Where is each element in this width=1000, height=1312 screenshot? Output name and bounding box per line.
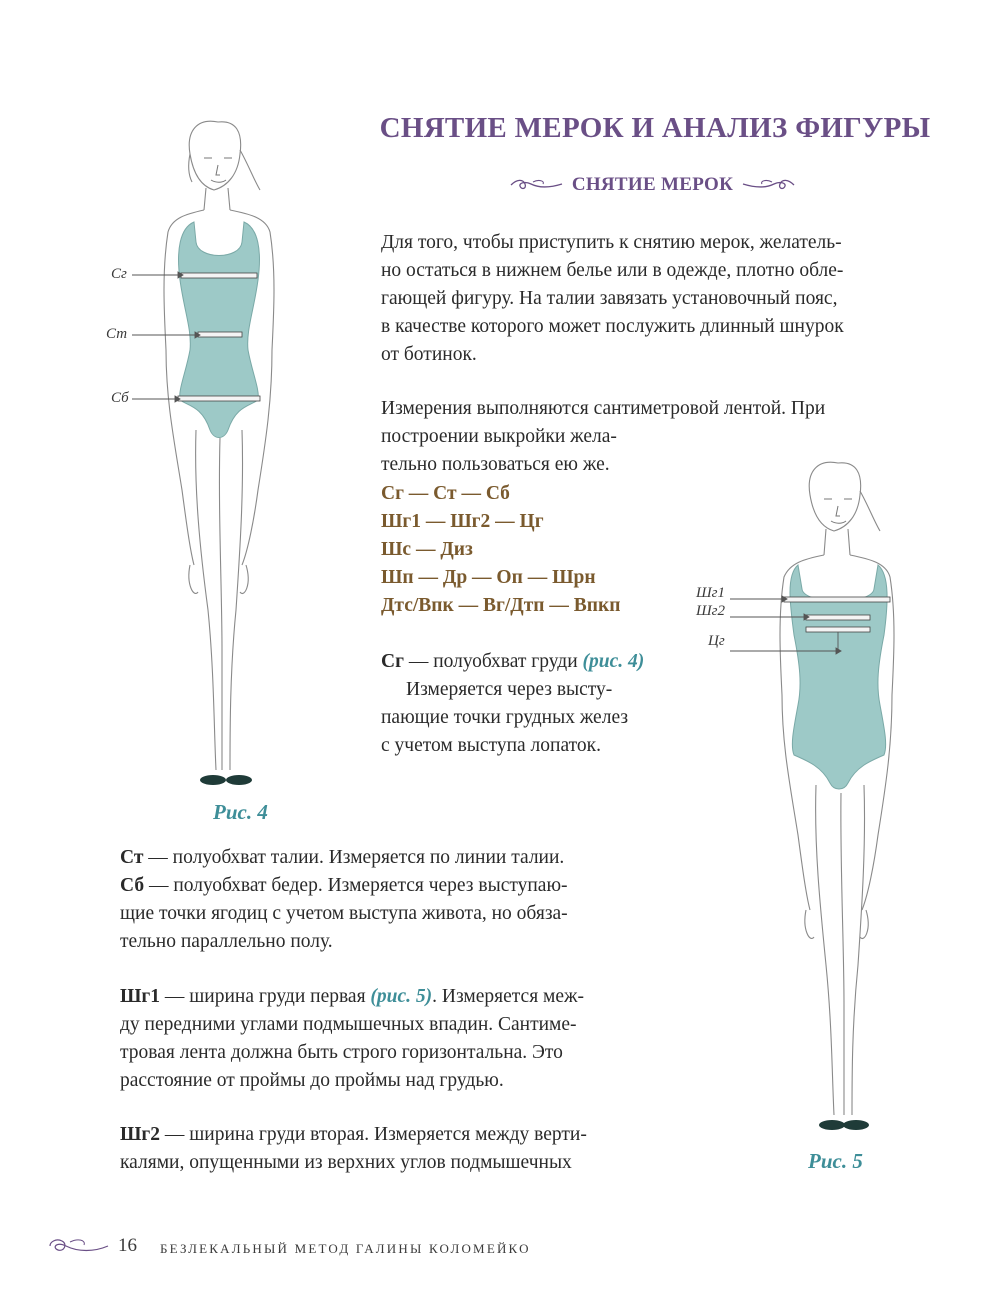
sg-line: с учетом выступа лопаток.: [381, 735, 601, 756]
shoe-left: [819, 1120, 845, 1130]
measure-line: построении выкройки жела-: [381, 426, 617, 447]
formula-item: Шг1 — Шг2 — Цг: [381, 511, 544, 532]
intro-line: от ботинок.: [381, 344, 477, 365]
shg1-line: ду передними углами подмышечных впадин. Сантиме-: [120, 1014, 577, 1035]
figure-5-face: [824, 499, 852, 523]
figure-4-body: [164, 121, 274, 770]
figure-4-face: [204, 158, 232, 182]
figure-5-caption: Рис. 5: [808, 1149, 863, 1173]
intro-line: в качестве которого может послужить длинный шнурок: [381, 316, 844, 337]
formula-list: [381, 480, 621, 620]
shoe-right: [843, 1120, 869, 1130]
footer-flourish-icon: [48, 1236, 110, 1254]
term-shg2: Шг2: [120, 1124, 161, 1145]
label-shg1: Шг1: [696, 585, 725, 601]
label-shg2: Шг2: [696, 603, 725, 619]
page-number: 16: [118, 1235, 137, 1256]
intro-line: но остаться в нижнем белье или в одежде, плотно обле-: [381, 260, 844, 281]
tape-shg2: [806, 615, 870, 620]
intro-line: гающей фигуру. На талии завязать установочный пояс,: [381, 288, 838, 309]
st-text: — полуобхват талии. Измеряется по линии талии.: [143, 847, 565, 868]
left-flourish-icon: [509, 178, 564, 192]
figure-4-swimsuit: [179, 222, 260, 438]
measure-line: Измерения выполняются сантиметровой лентой. При: [381, 398, 826, 419]
page-title: СНЯТИЕ МЕРОК И АНАЛИЗ ФИГУРЫ: [379, 112, 931, 144]
sg-text: — полуобхват груди: [403, 651, 583, 672]
shg1-text-end: . Измеряется меж-: [432, 986, 585, 1007]
formula-item: Сг — Ст — Сб: [381, 483, 510, 504]
right-flourish-icon: [741, 178, 796, 192]
shg2-definition: [120, 1121, 587, 1177]
sb-line: щие точки ягодиц с учетом выступа живота, но обяза-: [120, 903, 568, 924]
term-sb: Сб: [120, 875, 145, 896]
sg-line: пающие точки грудных желез: [381, 707, 629, 728]
term-sg: Сг: [381, 651, 404, 672]
shoe-left: [200, 775, 226, 785]
intro-line: Для того, чтобы приступить к снятию мерок, желатель-: [381, 232, 842, 253]
st-sb-definitions: [120, 844, 568, 956]
shg1-text: — ширина груди первая: [160, 986, 371, 1007]
label-sb: Сб: [111, 390, 129, 406]
shg1-line: расстояние от проймы до проймы над грудью.: [120, 1070, 504, 1091]
shg1-line: тровая лента должна быть строго горизонтальна. Это: [120, 1042, 563, 1063]
subtitle-text: СНЯТИЕ МЕРОК: [571, 174, 734, 195]
term-st: Ст: [120, 847, 144, 868]
formula-item: Шп — Др — Оп — Шрн: [381, 567, 596, 588]
label-cg: Цг: [708, 633, 725, 649]
label-st: Ст: [106, 326, 128, 342]
formula-item: Шс — Диз: [381, 539, 473, 560]
term-shg1: Шг1: [120, 986, 161, 1007]
section-subtitle: [505, 170, 800, 200]
tape-cg: [806, 627, 870, 632]
formula-item: Дтс/Впк — Вг/Дтп — Впкп: [381, 595, 621, 616]
figure-reference[interactable]: (рис. 5): [370, 986, 433, 1007]
figure-4-illustration: [90, 110, 350, 800]
figure-5-illustration: [720, 455, 980, 1135]
shg2-text: — ширина груди вторая. Измеряется между верти-: [160, 1124, 587, 1145]
intro-paragraph: [381, 229, 844, 369]
shoe-right: [226, 775, 252, 785]
measure-line: тельно пользоваться ею же.: [381, 454, 610, 475]
label-sg: Сг: [111, 266, 127, 282]
running-title: БЕЗЛЕКАЛЬНЫЙ МЕТОД ГАЛИНЫ КОЛОМЕЙКО: [160, 1241, 531, 1256]
sb-line: тельно параллельно полу.: [120, 931, 333, 952]
tape-st: [198, 332, 242, 337]
tape-sg: [181, 273, 257, 278]
figure-4-caption: Рис. 4: [213, 800, 268, 824]
figure-reference[interactable]: (рис. 4): [582, 651, 645, 672]
sb-text: — полуобхват бедер. Измеряется через выступаю-: [144, 875, 568, 896]
sg-definition: [381, 648, 644, 760]
sg-line: Измеряется через высту-: [406, 679, 613, 700]
tape-sb: [178, 396, 260, 401]
shg1-definition: [120, 983, 584, 1095]
tape-shg1: [784, 597, 890, 602]
shg2-line: калями, опущенными из верхних углов подмышечных: [120, 1152, 572, 1173]
